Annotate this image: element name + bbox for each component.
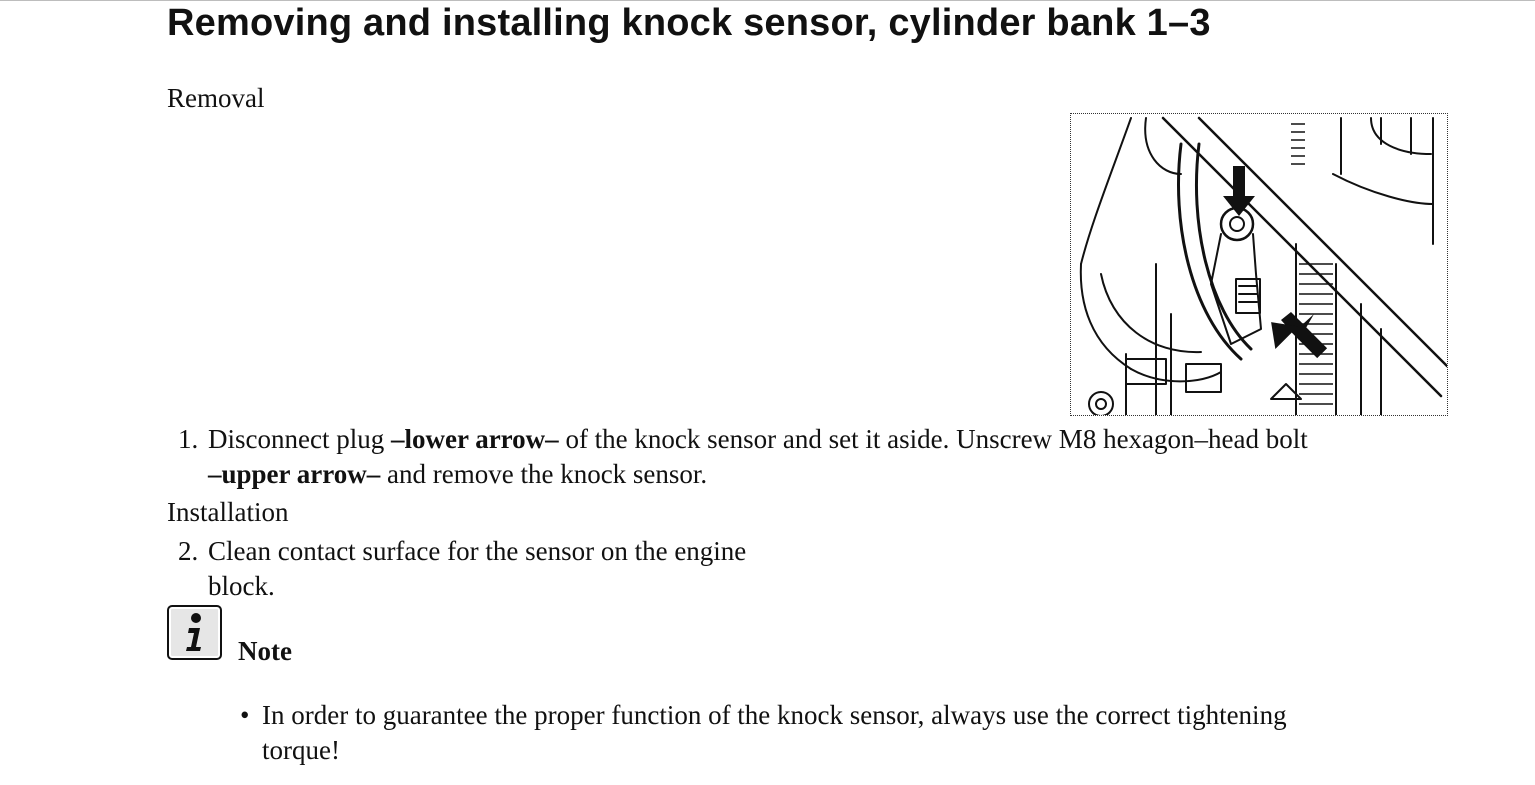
step-1 (178, 422, 1308, 492)
upper-arrow-ref: –upper arrow– (208, 459, 381, 489)
page-title: Removing and installing knock sensor, cylinder bank 1–3 (167, 2, 1211, 44)
knock-sensor-diagram-icon (1071, 114, 1447, 415)
upper-arrow (1223, 166, 1255, 216)
lower-arrow-ref: –lower arrow– (390, 424, 559, 454)
section-installation-label: Installation (167, 497, 289, 527)
knock-sensor-figure (1070, 113, 1448, 416)
note-text: In order to guarantee the proper function of the knock sensor, always use the correct tightening torque! (262, 700, 1287, 765)
bullet-icon: • (240, 700, 250, 730)
step-text: Disconnect plug –lower arrow– of the knock sensor and set it aside. Unscrew M8 hexagon–head bolt –upper arrow– and remove the knock sensor. (208, 424, 1308, 489)
step-text: Clean contact surface for the sensor on the engine block. (208, 536, 747, 601)
step-number: 1. (178, 424, 199, 454)
note-bullet-item (240, 698, 1400, 768)
step-number: 2. (178, 536, 199, 566)
section-removal-label: Removal (167, 83, 265, 113)
note-label: Note (238, 636, 292, 666)
step-2 (178, 534, 746, 604)
info-icon (167, 605, 222, 660)
